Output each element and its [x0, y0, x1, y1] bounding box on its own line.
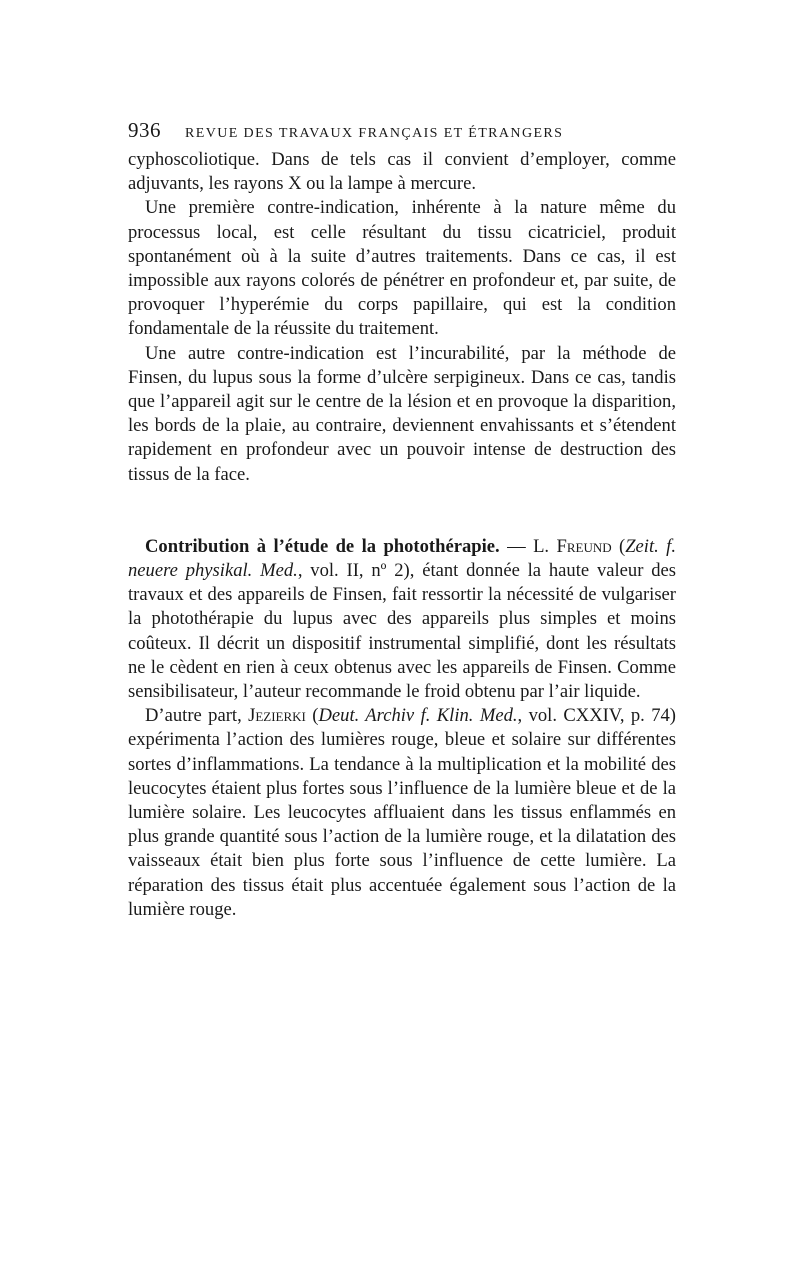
- second-author-name: Jezierki: [248, 705, 306, 727]
- page: [128, 118, 676, 922]
- page-header: [128, 118, 676, 148]
- paragraph-1: cyphoscoliotique. Dans de tels cas il convient d’employer, comme adjuvants, les rayons X ou la lampe à mercure.: [128, 149, 676, 195]
- paragraph-3: Une autre contre-indication est l’incurabilité, par la méthode de Finsen, du lupus sous la forme d’ulcère serpigineux. Dans ce cas, tandis que l’appareil agit sur le centre de la lésion et en provoque la disparition, les bords de la plaie, au contraire, deviennent envahissants et s’étendent rapidement en profondeur avec un pouvoir intense de destruction des tissus de la face.: [128, 342, 676, 485]
- section-paragraph-1: [128, 535, 676, 704]
- section-paragraph-1-text: étant donnée la haute valeur des travaux et des appareils de Finsen, fait ressortir la nécessité de vulgariser la photothérapie du lupus avec des appareils plus simples et moins coûteux. Il décrit un dispositif instrumental simplifié, dont les résultats ne le cèdent en rien à ceux obtenus avec les appareils de Finsen. Comme sensibilisateur, l’auteur recommande le froid obtenu par l’air liquide.: [128, 560, 677, 703]
- journal-title: Zeit. f. neuere physikal. Med.: [128, 535, 676, 582]
- page-number: 936: [128, 118, 161, 142]
- section-paragraph-2-text: expérimenta l’action des lumières rouge, bleue et solaire sur différentes sortes d’inflammations. La tendance à la multiplication et la mobilité des leucocytes étaient plus fortes sous l’influence de la lumière bleue et de la lumière solaire. Les leucocytes affluaient dans les tissus enflammés en plus grande quantité sous l’action de la lumière rouge, et la dilatation des vaisseaux était bien plus forte sous l’influence de cette lumière. La réparation des tissus était plus accentuée également sous l’action de la lumière rouge.: [128, 729, 676, 920]
- section-gap: [128, 487, 676, 535]
- section-title: Contribution à l’étude de la photothérapie.: [145, 535, 500, 557]
- running-head: REVUE DES TRAVAUX FRANÇAIS ET ÉTRANGERS: [185, 126, 564, 141]
- second-open-paren: (: [305, 705, 319, 727]
- author-name: L. Freund: [533, 535, 612, 557]
- citation: , vol. II, nº 2),: [297, 560, 423, 582]
- second-citation: , vol. CXXIV, p. 74): [517, 705, 676, 727]
- body-text: [128, 148, 676, 922]
- paragraph-2: Une première contre-indication, inhérente à la nature même du processus local, est celle résultant du tissu cicatriciel, produit spontanément où à la suite d’autres traitements. Dans ce cas, il est impossible aux rayons colorés de pénétrer en profondeur et, par suite, de provoquer l’hyperémie du corps papillaire, qui est la condition fondamentale de la réussite du traitement.: [128, 197, 676, 340]
- second-journal-title: Deut. Archiv f. Klin. Med.: [318, 705, 518, 727]
- section-paragraph-2: [128, 704, 676, 922]
- open-paren: (: [611, 535, 626, 557]
- title-dash: —: [499, 535, 534, 557]
- section-paragraph-2-lead: D’autre part,: [145, 705, 249, 727]
